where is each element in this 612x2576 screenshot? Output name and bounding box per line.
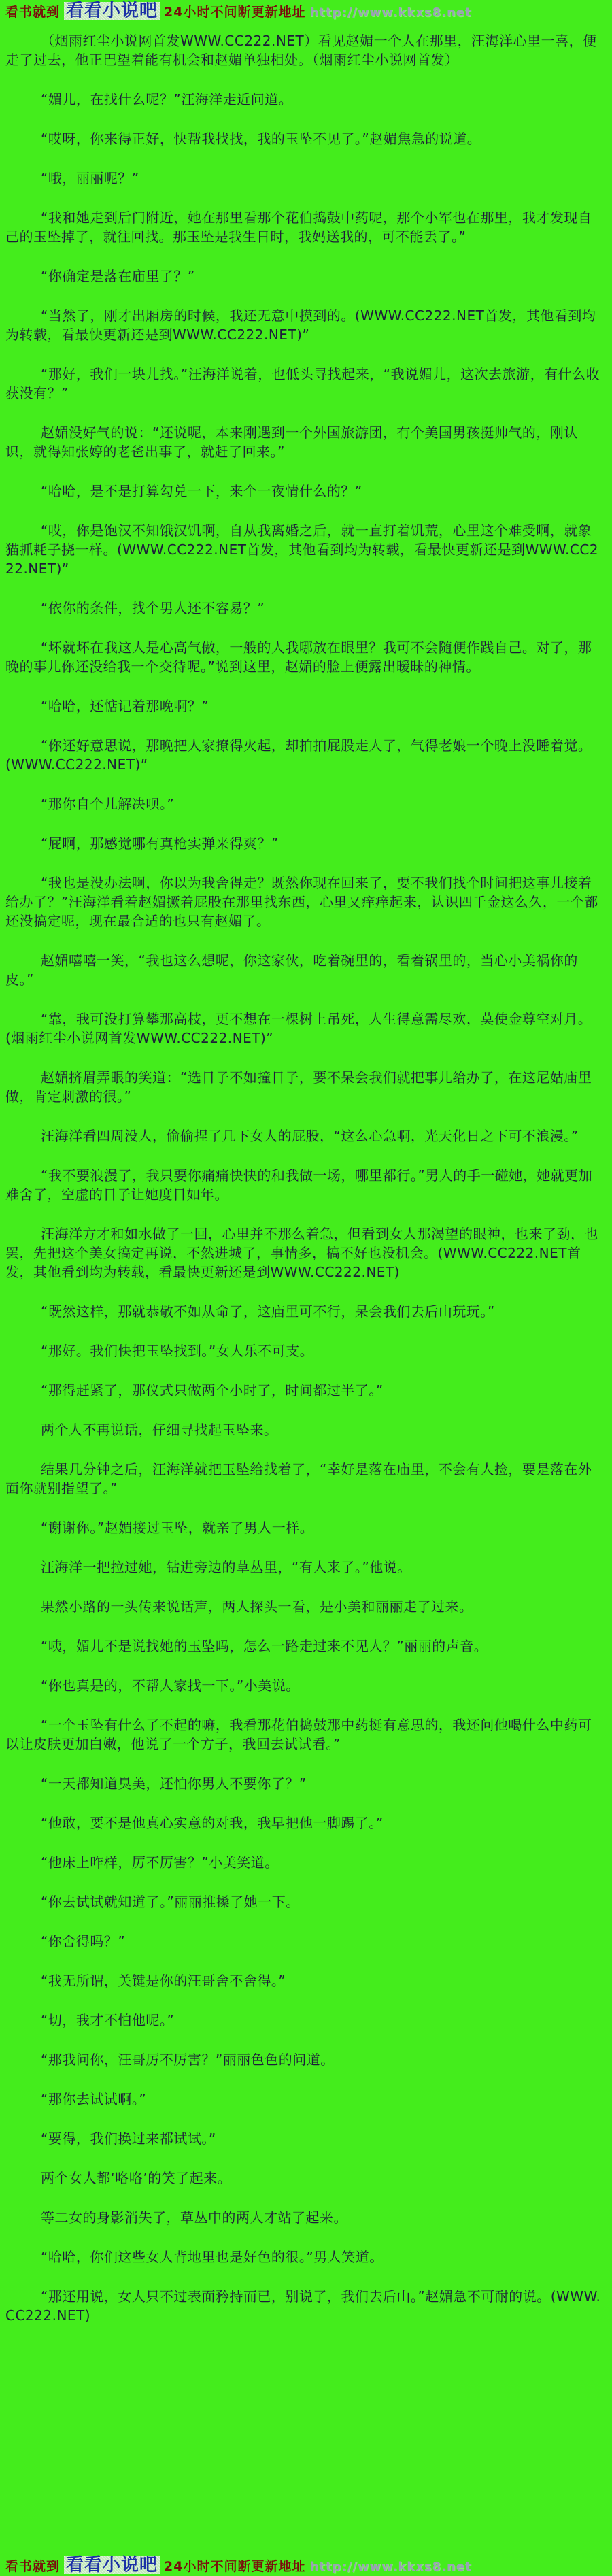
site-logo[interactable]: 看看小说吧 [64,2,160,20]
novel-paragraph: “我也是没办法啊，你以为我舍得走？既然你现在回来了，要不我们找个时间把这事儿接着给办了？”汪海洋看着赵媚撅着屁股在那里找东西，心里又痒痒起来，认识四千金这么久，一个都还没搞定呢，现在最合适的也只有赵媚了。 [5,875,598,929]
novel-paragraph: “坏就坏在我这人是心高气傲，一般的人我哪放在眼里？我可不会随便作践自己。对了，那晚的事儿你还没给我一个交待呢。”说到这里，赵媚的脸上便露出暧昧的神情。 [5,639,592,675]
footer [0,2554,612,2576]
novel-paragraph: “屁啊，那感觉哪有真枪实弹来得爽？” [41,835,279,852]
novel-paragraph: 赵媚嘻嘻一笑，“我也这么想呢，你这家伙，吃着碗里的，看着锅里的，当心小美祸你的皮。” [5,952,578,988]
novel-paragraph: “我和她走到后门附近，她在那里看那个花伯捣鼓中药呢，那个小军也在那里，我才发现自己的玉坠掉了，就往回找。那玉坠是我生日时，我妈送我的，可不能丢了。” [5,210,592,245]
novel-paragraph: “他敢，要不是他真心实意的对我，我早把他一脚踢了。” [41,1815,384,1831]
novel-paragraph: “当然了，刚才出厢房的时候，我还无意中摸到的。(WWW.CC222.NET首发，其他看到均为转载，看最快更新还是到WWW.CC222.NET)” [5,307,596,343]
novel-paragraph: 两个人不再说话，仔细寻找起玉坠来。 [41,1422,278,1438]
footer-tagline: 24小时不间断更新地址 [164,2559,306,2574]
novel-paragraph: 等二女的身影消失了，草丛中的两人才站了起来。 [41,2209,347,2226]
novel-paragraph: （烟雨红尘小说网首发WWW.CC222.NET）看见赵媚一个人在那里，汪海洋心里一喜，便走了过去，他正巴望着能有机会和赵媚单独相处。（烟雨红尘小说网首发） [5,33,597,68]
novel-paragraph: 汪海洋一把拉过她，钻进旁边的草丛里，“有人来了。”他说。 [41,1559,411,1575]
novel-paragraph: “你确定是落在庙里了？” [41,268,195,284]
novel-paragraph: “你舍得吗？” [41,1933,126,1950]
footer-prefix-text: 看书就到 [5,2559,61,2574]
novel-paragraph: “那你自个儿解决呗。” [41,796,175,812]
novel-paragraph: “那还用说，女人只不过表面矜持而已，别说了，我们去后山。”赵媚急不可耐的说。(WWW.CC222.NET) [5,2288,601,2324]
novel-paragraph: “我无所谓，关键是你的汪哥舍不舍得。” [41,1973,286,1989]
novel-paragraph: “你还好意思说，那晚把人家撩得火起，却拍拍屁股走人了，气得老娘一个晚上没睡着觉。(WWW.CC222.NET)” [5,737,592,773]
novel-paragraph: “他床上咋样，厉不厉害？”小美笑道。 [41,1854,279,1871]
novel-paragraph: 汪海洋方才和如水做了一回，心里并不那么着急，但看到女人那渴望的眼神，也来了劲，也罢，先把这个美女搞定再说，不然进城了，事情多，搞不好也没机会。(WWW.CC222.NET首发，其他看到均为转载，看最快更新还是到WWW.CC222.NET) [5,1226,598,1280]
novel-paragraph: “哈哈，是不是打算勾兑一下，来个一夜情什么的？” [41,483,362,499]
header-prefix-text: 看书就到 [5,5,61,20]
novel-paragraph: “靠，我可没打算攀那高枝，更不想在一棵树上吊死，人生得意需尽欢，莫使金尊空对月。(烟雨红尘小说网首发WWW.CC222.NET)” [5,1011,592,1046]
novel-paragraph: “既然这样，那就恭敬不如从命了，这庙里可不行，呆会我们去后山玩玩。” [41,1303,495,1320]
novel-paragraph: 果然小路的一头传来说话声，两人探头一看，是小美和丽丽走了过来。 [41,1599,473,1615]
novel-paragraph: “我不要浪漫了，我只要你痛痛快快的和我做一场，哪里都行。”男人的手一碰她，她就更加难舍了，空虚的日子让她度日如年。 [5,1167,593,1203]
novel-paragraph: “谢谢你。”赵媚接过玉坠，就亲了男人一样。 [41,1520,314,1536]
novel-paragraph: “你也真是的，不帮人家找一下。”小美说。 [41,1677,300,1694]
novel-body [0,22,612,2554]
novel-paragraph: “那好。我们快把玉坠找到。”女人乐不可支。 [41,1343,314,1359]
header-tagline: 24小时不间断更新地址 [164,5,306,20]
novel-paragraph: 赵媚挤眉弄眼的笑道：“选日子不如撞日子，要不呆会我们就把事儿给办了，在这尼姑庙里做，肯定刺激的很。” [5,1069,592,1105]
novel-paragraph: “哦，丽丽呢？” [41,170,139,186]
novel-paragraph: “一天都知道臭美，还怕你男人不要你了？” [41,1775,307,1792]
novel-paragraph: “切，我才不怕他呢。” [41,2012,175,2028]
novel-paragraph: 赵媚没好气的说：“还说呢，本来刚遇到一个外国旅游团，有个美国男孩挺帅气的，刚认识，就得知张婷的老爸出事了，就赶了回来。” [5,424,578,460]
novel-paragraph: “要得，我们换过来都试试。” [41,2130,216,2147]
novel-paragraph: “依你的条件，找个男人还不容易？” [41,600,265,616]
novel-paragraph: “哈哈，还惦记着那晚啊？” [41,698,209,714]
novel-paragraph: “一个玉坠有什么了不起的嘛，我看那花伯捣鼓那中药挺有意思的，我还问他喝什么中药可以让皮肤更加白嫩，他说了一个方子，我回去试试看。” [5,1717,592,1752]
novel-paragraph: “哈哈，你们这些女人背地里也是好色的很。”男人笑道。 [41,2249,384,2265]
header [0,0,612,22]
novel-paragraph: “媚儿，在找什么呢？”汪海洋走近问道。 [41,91,293,107]
novel-paragraph: “那你去试试啊。” [41,2091,147,2107]
novel-paragraph: 汪海洋看四周没人，偷偷捏了几下女人的屁股，“这么心急啊，光天化日之下可不浪漫。” [41,1128,579,1144]
header-url-link[interactable]: http://www.kkxs8.net [309,5,472,20]
novel-paragraph: 两个女人都‘咯咯’的笑了起来。 [41,2170,232,2186]
footer-site-logo[interactable]: 看看小说吧 [64,2556,160,2574]
novel-paragraph: “你去试试就知道了。”丽丽推搡了她一下。 [41,1894,300,1910]
novel-paragraph: “哎呀，你来得正好，快帮我找找，我的玉坠不见了。”赵媚焦急的说道。 [41,131,481,147]
footer-url-link[interactable]: http://www.kkxs8.net [309,2560,472,2574]
novel-paragraph: “那我问你，汪哥厉不厉害？”丽丽色色的问道。 [41,2052,335,2068]
novel-paragraph: “那好，我们一块儿找。”汪海洋说着，也低头寻找起来，“我说媚儿，这次去旅游，有什么收获没有？” [5,366,600,401]
novel-paragraph: “那得赶紧了，那仪式只做两个小时了，时间都过半了。” [41,1382,384,1399]
novel-paragraph: “哎，你是饱汉不知饿汉饥啊，自从我离婚之后，就一直打着饥荒，心里这个难受啊，就象猫抓耗子挠一样。(WWW.CC222.NET首发，其他看到均为转载，看最快更新还是到WWW.CC222.NET)” [5,522,599,577]
novel-paragraph: 结果几分钟之后，汪海洋就把玉坠给找着了，“幸好是落在庙里，不会有人捡，要是落在外面你就别指望了。” [5,1461,592,1496]
novel-paragraph: “咦，媚儿不是说找她的玉坠吗，怎么一路走过来不见人？”丽丽的声音。 [41,1638,488,1654]
